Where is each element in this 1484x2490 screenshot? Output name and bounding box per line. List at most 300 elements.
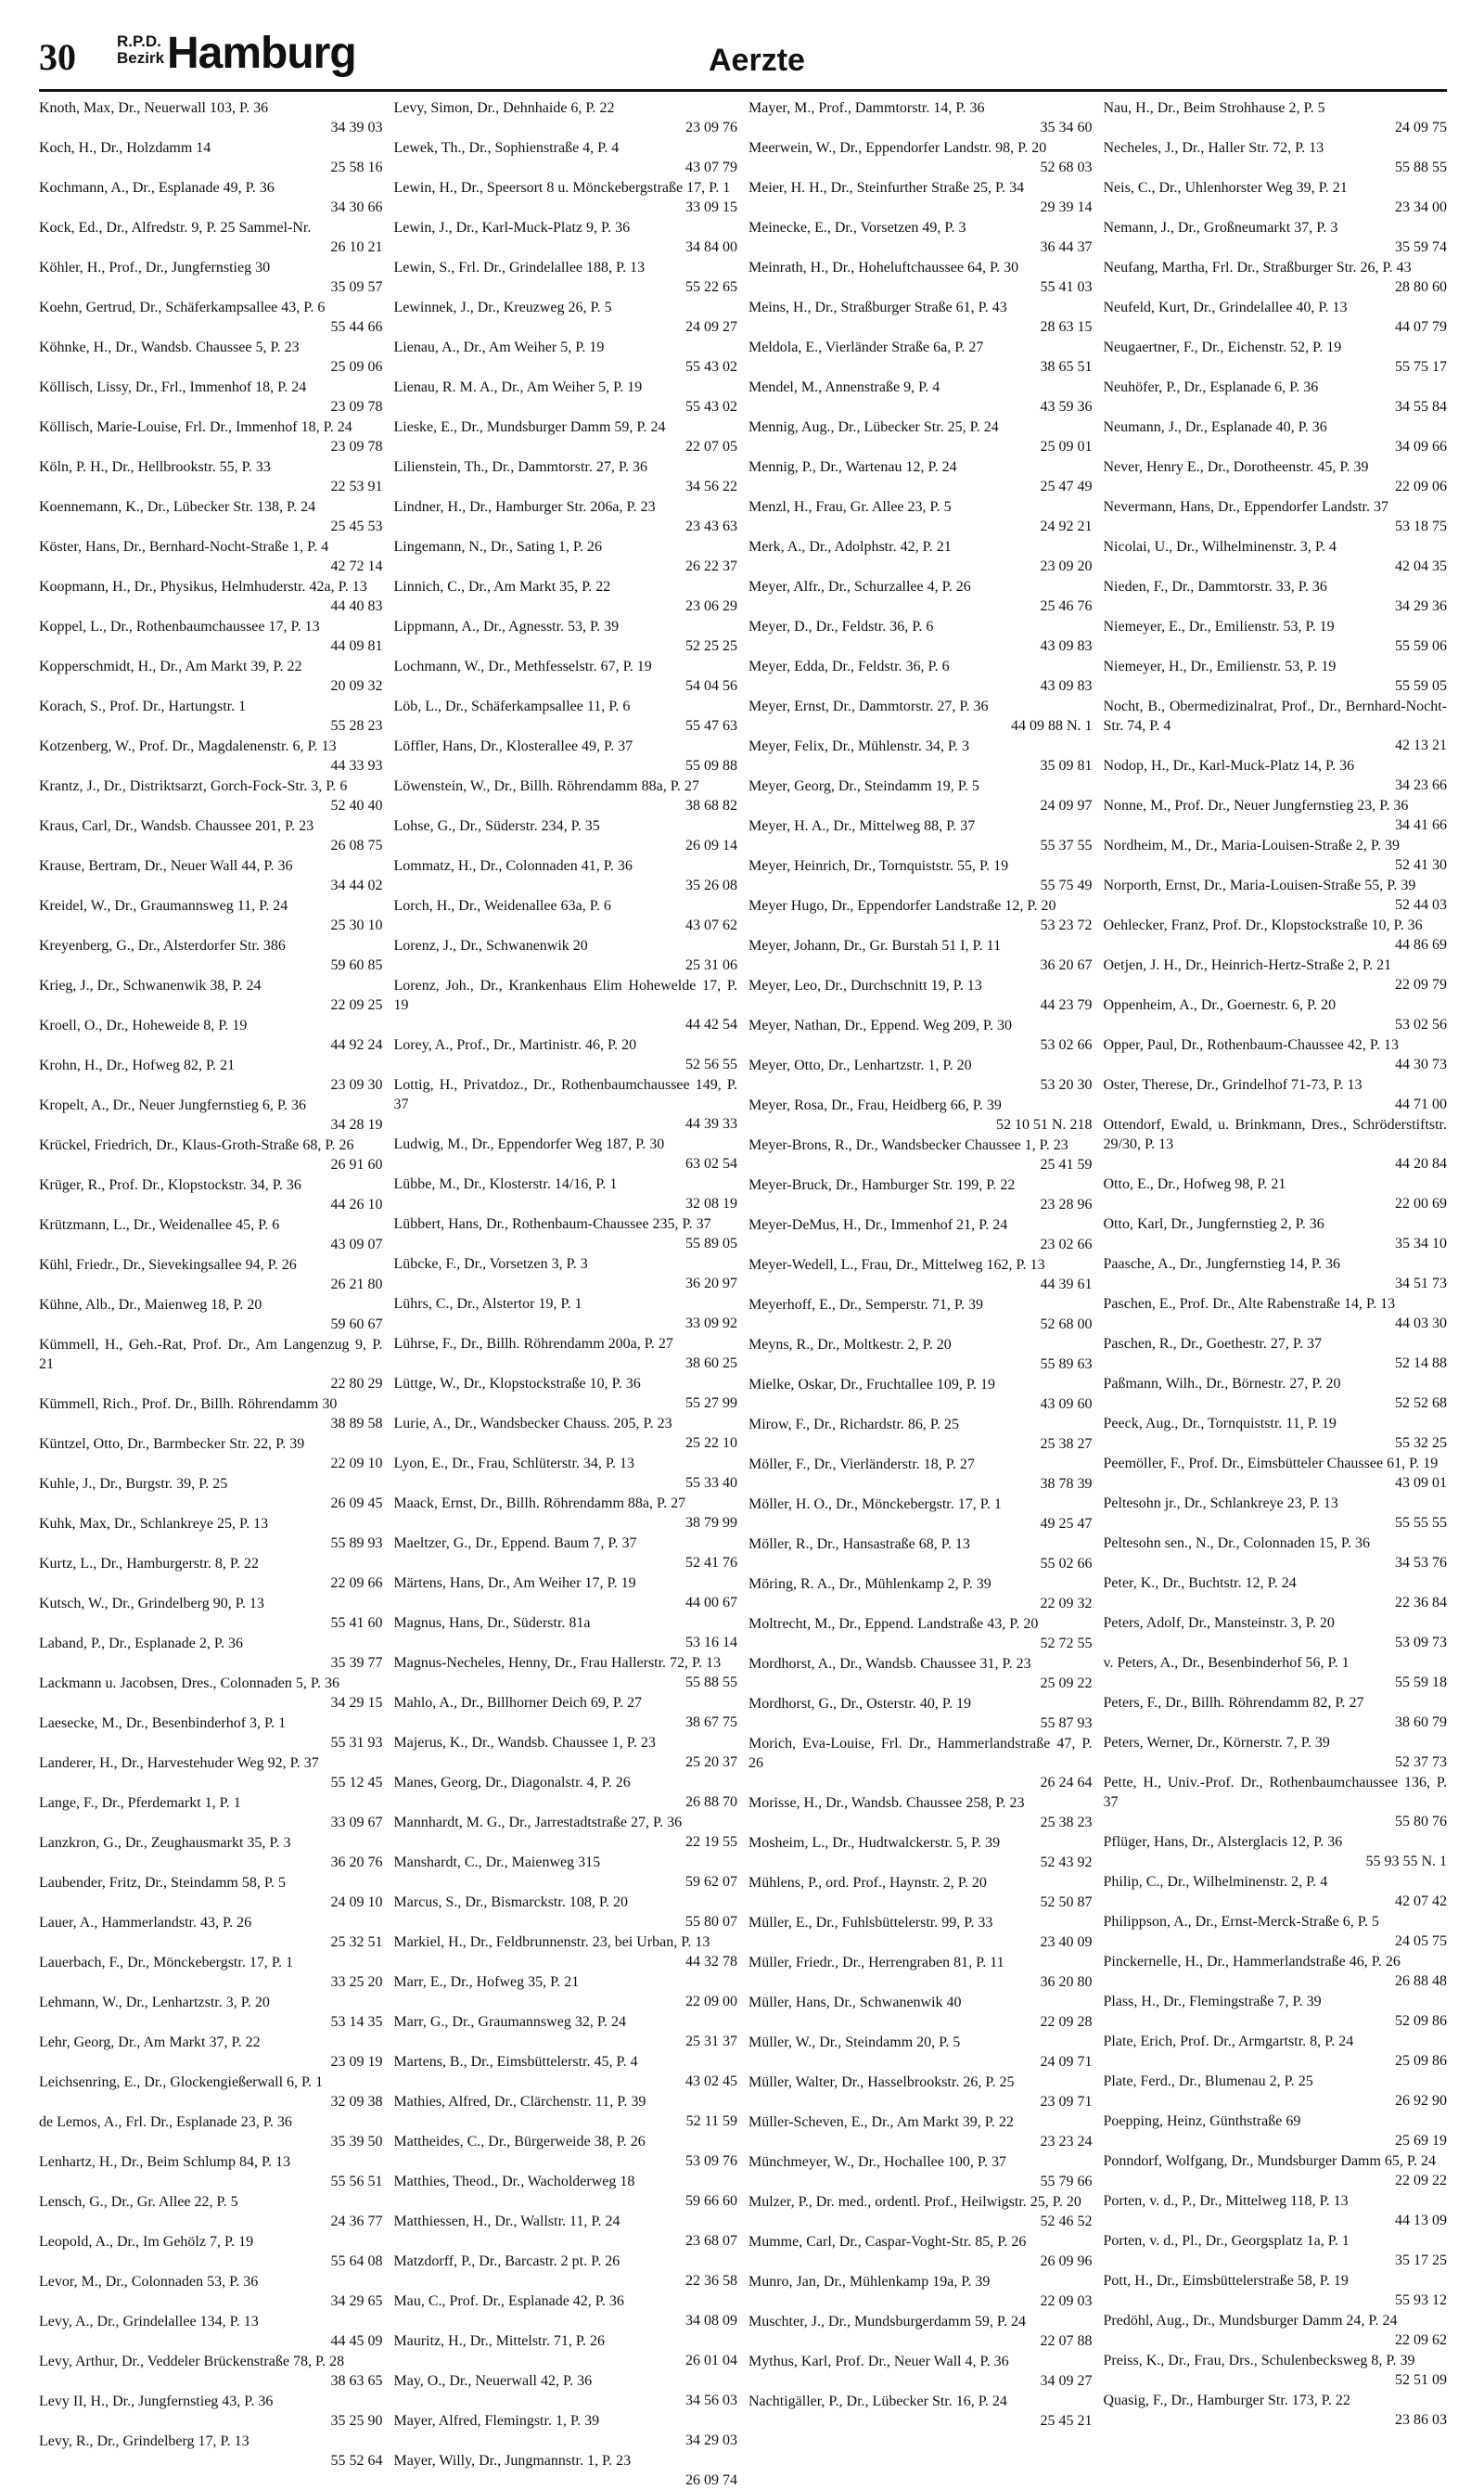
- entry-phone: 43 09 60: [1040, 1396, 1093, 1412]
- directory-entry: [39, 1674, 383, 1713]
- entry-phone: 55 80 76: [1395, 1814, 1447, 1829]
- entry-name-address: Mayer, Willy, Dr., Jungmannstr. 1, P. 23: [393, 2453, 632, 2469]
- entry-name-address: Kümmell, H., Geh.-Rat, Prof. Dr., Am Langenzug 9, P. 21: [39, 1337, 383, 1372]
- entry-name-address: Marcus, S., Dr., Bismarckstr. 108, P. 20: [393, 1894, 628, 1910]
- entry-name-address: Köllisch, Marie-Louise, Frl. Dr., Immenhof 18, P. 24: [39, 419, 352, 435]
- entry-name-address: Lohse, G., Dr., Süderstr. 234, P. 35: [393, 818, 600, 834]
- entry-name-address: Marr, G., Dr., Graumannsweg 32, P. 24: [393, 2014, 626, 2030]
- entry-phone: 59 62 07: [685, 1874, 737, 1890]
- entry-phone: 23 09 30: [330, 1077, 383, 1093]
- directory-entry: [1104, 1294, 1448, 1333]
- directory-entry: [1104, 2191, 1448, 2230]
- directory-entry: [1104, 417, 1448, 456]
- entry-name-address: Lanzkron, G., Dr., Zeughausmarkt 35, P. 3: [39, 1835, 291, 1851]
- entry-phone: 22 09 32: [1040, 1596, 1093, 1611]
- entry-phone: 23 86 03: [1395, 2412, 1447, 2428]
- directory-entry: [394, 2172, 738, 2211]
- directory-entry: [39, 777, 383, 815]
- entry-name-address: Landerer, H., Dr., Harvestehuder Weg 92, P. 37: [39, 1755, 319, 1771]
- entry-name-address: Kochmann, A., Dr., Esplanade 49, P. 36: [39, 180, 275, 196]
- entry-name-address: Morisse, H., Dr., Wandsb. Chaussee 258, P. 23: [748, 1795, 1025, 1811]
- entry-phone: 35 26 08: [685, 878, 737, 893]
- entry-name-address: Porten, v. d., P., Dr., Mittelweg 118, P. 13: [1103, 2193, 1349, 2209]
- entry-name-address: Lewinnek, J., Dr., Kreuzweg 26, P. 5: [393, 300, 612, 315]
- directory-entry: [394, 1613, 738, 1652]
- entry-phone: 34 28 19: [330, 1117, 383, 1133]
- directory-entry: [1104, 457, 1448, 496]
- entry-name-address: Lensch, G., Dr., Gr. Allee 22, P. 5: [39, 2194, 238, 2210]
- directory-entry: [1104, 1414, 1448, 1453]
- entry-phone: 42 72 14: [330, 558, 383, 574]
- directory-entry: [1104, 537, 1448, 576]
- district-prefix: [117, 33, 164, 67]
- entry-phone: 22 07 05: [685, 439, 737, 455]
- directory-entry: [394, 617, 738, 656]
- directory-entry: [39, 2232, 383, 2271]
- entry-name-address: Krause, Bertram, Dr., Neuer Wall 44, P. 36: [39, 858, 293, 874]
- entry-phone: 38 60 25: [685, 1355, 737, 1371]
- directory-entry: [394, 298, 738, 337]
- entry-name-address: Preiss, K., Dr., Frau, Drs., Schulenbecksweg 8, P. 39: [1103, 2353, 1415, 2368]
- directory-entry: [39, 2152, 383, 2191]
- entry-phone: 53 14 35: [330, 2014, 383, 2030]
- directory-entry: [1104, 497, 1448, 536]
- entry-name-address: Meyer, Rosa, Dr., Frau, Heidberg 66, P. 39: [748, 1097, 1002, 1113]
- entry-phone: 34 53 76: [1395, 1555, 1447, 1571]
- entry-phone: 43 07 62: [685, 918, 737, 933]
- entry-name-address: Poepping, Heinz, Günthstraße 69: [1103, 2113, 1301, 2129]
- entry-name-address: Lilienstein, Th., Dr., Dammtorstr. 27, P. 36: [393, 459, 647, 475]
- entry-phone: 22 36 84: [1395, 1595, 1447, 1611]
- entry-phone: 44 32 78: [685, 1954, 737, 1970]
- entry-phone: 25 41 59: [1040, 1157, 1093, 1173]
- entry-phone: 22 09 00: [685, 1994, 737, 2009]
- entry-name-address: Peemöller, F., Prof. Dr., Eimsbütteler Chaussee 61, P. 19: [1103, 1456, 1439, 1471]
- entry-name-address: Peeck, Aug., Dr., Tornquiststr. 11, P. 19: [1103, 1416, 1337, 1431]
- directory-entry: [1104, 617, 1448, 656]
- entry-name-address: Mühlens, P., ord. Prof., Haynstr. 2, P. 20: [748, 1875, 987, 1891]
- entry-phone: 32 08 19: [685, 1196, 737, 1212]
- entry-name-address: Meyer, D., Dr., Feldstr. 36, P. 6: [748, 619, 934, 635]
- entry-name-address: Lauer, A., Hammerlandstr. 43, P. 26: [39, 1915, 252, 1931]
- entry-name-address: Nonne, M., Prof. Dr., Neuer Jungfernstieg 23, P. 36: [1103, 798, 1409, 814]
- entry-phone: 52 72 55: [1040, 1636, 1093, 1651]
- directory-entry: [39, 856, 383, 895]
- entry-name-address: Marr, E., Dr., Hofweg 35, P. 21: [393, 1974, 580, 1990]
- entry-phone: 49 25 47: [1040, 1516, 1093, 1532]
- directory-entry: [748, 2352, 1093, 2391]
- directory-entry: [39, 537, 383, 576]
- entry-name-address: Oppenheim, A., Dr., Goernestr. 6, P. 20: [1103, 997, 1337, 1013]
- directory-entry: [39, 2432, 383, 2471]
- entry-phone: 25 31 06: [685, 957, 737, 973]
- entry-name-address: Mennig, Aug., Dr., Lübecker Str. 25, P. 24: [748, 419, 999, 435]
- directory-entry: [1104, 2391, 1448, 2430]
- directory-entry: [1104, 916, 1448, 955]
- entry-name-address: Krückel, Friedrich, Dr., Klaus-Groth-Straße 68, P. 26: [39, 1137, 354, 1153]
- entry-name-address: Meerwein, W., Dr., Eppendorfer Landstr. 98, P. 20: [748, 140, 1047, 156]
- entry-phone: 25 69 19: [1395, 2133, 1447, 2149]
- entry-name-address: Krieg, J., Dr., Schwanenwik 38, P. 24: [39, 978, 262, 994]
- entry-name-address: Krantz, J., Dr., Distriktsarzt, Gorch-Fock-Str. 3, P. 6: [39, 778, 348, 794]
- entry-phone: 22 09 66: [330, 1575, 383, 1591]
- entry-name-address: Lenhartz, H., Dr., Beim Schlump 84, P. 13: [39, 2154, 291, 2170]
- entry-phone: 43 09 83: [1040, 678, 1093, 694]
- entry-name-address: Lorey, A., Prof., Dr., Martinistr. 46, P. 20: [393, 1037, 637, 1053]
- entry-phone: 35 25 90: [330, 2413, 383, 2429]
- column-2: [393, 98, 738, 2488]
- directory-entry: [39, 1514, 383, 1553]
- entry-name-address: Köster, Hans, Dr., Bernhard-Nocht-Straße 1, P. 4: [39, 539, 329, 555]
- directory-entry: [1104, 1573, 1448, 1612]
- directory-entry: [394, 218, 738, 257]
- directory-entry: [1104, 1494, 1448, 1533]
- directory-entry: [394, 258, 738, 297]
- directory-entry: [394, 896, 738, 935]
- page-number: 30: [39, 36, 76, 78]
- directory-entry: [39, 1434, 383, 1473]
- entry-phone: 53 09 76: [685, 2153, 737, 2169]
- entry-phone: 55 93 12: [1395, 2292, 1447, 2308]
- entry-phone: 59 66 60: [685, 2193, 737, 2209]
- entry-phone: 52 52 68: [1395, 1395, 1447, 1411]
- entry-name-address: May, O., Dr., Neuerwall 42, P. 36: [393, 2373, 593, 2389]
- entry-name-address: Lübbe, M., Dr., Klosterstr. 14/16, P. 1: [393, 1176, 618, 1192]
- entry-name-address: Koopmann, H., Dr., Physikus, Helmhuderstr. 42a, P. 13: [39, 579, 367, 595]
- entry-name-address: Müller, Walter, Dr., Hasselbrookstr. 26, P. 25: [748, 2074, 1015, 2090]
- directory-entry: [39, 2112, 383, 2151]
- entry-name-address: Morich, Eva-Louise, Frl. Dr., Hammerlandstraße 47, P. 26: [748, 1736, 1093, 1771]
- entry-name-address: de Lemos, A., Frl. Dr., Esplanade 23, P. 36: [39, 2114, 292, 2130]
- entry-phone: 55 64 08: [330, 2253, 383, 2269]
- entry-phone: 23 34 00: [1395, 199, 1447, 215]
- entry-phone: 44 03 30: [1395, 1316, 1447, 1331]
- directory-entry: [748, 497, 1093, 536]
- directory-entry: [1104, 2271, 1448, 2310]
- entry-phone: 26 10 21: [330, 239, 383, 255]
- entry-name-address: Löwenstein, W., Dr., Billh. Röhrendamm 88a, P. 27: [393, 778, 699, 794]
- entry-phone: 53 18 75: [1395, 519, 1447, 534]
- listing-columns: [39, 98, 1447, 2488]
- entry-name-address: Löb, L., Dr., Schäferkampsallee 11, P. 6: [393, 699, 631, 714]
- entry-name-address: Meinrath, H., Dr., Hoheluftchaussee 64, P. 30: [748, 260, 1019, 276]
- entry-phone: 38 60 79: [1395, 1714, 1447, 1730]
- entry-name-address: Meyer, Otto, Dr., Lenhartzstr. 1, P. 20: [748, 1058, 972, 1073]
- entry-name-address: Neugaertner, F., Dr., Eichenstr. 52, P. 19: [1103, 340, 1342, 355]
- entry-name-address: Möller, H. O., Dr., Mönckebergstr. 17, P. 1: [748, 1496, 1002, 1512]
- entry-phone: 44 42 54: [685, 1017, 737, 1033]
- entry-phone: 25 09 22: [1040, 1675, 1093, 1691]
- directory-entry: [748, 1734, 1093, 1792]
- entry-name-address: Munro, Jan, Dr., Mühlenkamp 19a, P. 39: [748, 2274, 991, 2290]
- entry-name-address: Nocht, B., Obermedizinalrat, Prof., Dr., Bernhard-Nocht-Str. 74, P. 4: [1103, 699, 1447, 734]
- entry-name-address: Niemeyer, E., Dr., Emilienstr. 53, P. 19: [1103, 619, 1335, 635]
- directory-entry: [39, 1016, 383, 1055]
- entry-phone: 26 88 48: [1395, 1973, 1447, 1989]
- directory-entry: [748, 298, 1093, 337]
- entry-name-address: Magnus-Necheles, Henny, Dr., Frau Hallerstr. 72, P. 13: [393, 1655, 722, 1671]
- directory-entry: [1104, 657, 1448, 696]
- entry-phone: 44 00 67: [685, 1595, 737, 1611]
- directory-entry: [748, 417, 1093, 456]
- directory-entry: [394, 697, 738, 736]
- directory-entry: [394, 657, 738, 696]
- directory-entry: [748, 1495, 1093, 1534]
- entry-name-address: Lippmann, A., Dr., Agnesstr. 53, P. 39: [393, 619, 620, 635]
- entry-name-address: Nordheim, M., Dr., Maria-Louisen-Straße 2, P. 39: [1103, 838, 1401, 854]
- entry-phone: 55 56 51: [330, 2174, 383, 2189]
- entry-name-address: Plate, Erich, Prof. Dr., Armgartstr. 8, P. 24: [1103, 2034, 1354, 2049]
- directory-entry: [394, 1534, 738, 1572]
- directory-entry: [39, 2272, 383, 2311]
- entry-name-address: Meyer, Johann, Dr., Gr. Burstah 51 I, P. 11: [748, 938, 1002, 954]
- directory-entry: [394, 457, 738, 496]
- entry-phone: 25 09 06: [330, 359, 383, 375]
- directory-entry: [1104, 1773, 1448, 1831]
- entry-phone: 55 52 64: [330, 2453, 383, 2469]
- directory-entry: [748, 98, 1093, 137]
- entry-name-address: Menzl, H., Frau, Gr. Allee 23, P. 5: [748, 499, 952, 515]
- entry-name-address: Majerus, K., Dr., Wandsb. Chaussee 1, P. 23: [393, 1735, 656, 1751]
- entry-phone: 42 04 35: [1395, 558, 1447, 574]
- entry-name-address: Lorch, H., Dr., Weidenallee 63a, P. 6: [393, 898, 611, 914]
- directory-entry: [39, 258, 383, 297]
- entry-name-address: Levy, Arthur, Dr., Veddeler Brückenstraße 78, P. 28: [39, 2354, 345, 2369]
- directory-entry: [1104, 2311, 1448, 2350]
- entry-phone: 25 20 37: [685, 1754, 737, 1770]
- entry-name-address: Möller, R., Dr., Hansastraße 68, P. 13: [748, 1536, 970, 1552]
- entry-name-address: Meyer, Edda, Dr., Feldstr. 36, P. 6: [748, 659, 950, 674]
- entry-name-address: Meyer, Alfr., Dr., Schurzallee 4, P. 26: [748, 579, 971, 595]
- directory-entry: [748, 1953, 1093, 1992]
- entry-phone: 55 75 17: [1395, 359, 1447, 375]
- entry-phone: 34 29 65: [330, 2293, 383, 2309]
- directory-entry: [394, 178, 738, 217]
- directory-entry: [748, 1694, 1093, 1733]
- entry-phone: 44 86 69: [1395, 937, 1447, 953]
- entry-phone: 52 50 87: [1040, 1894, 1093, 1910]
- entry-phone: 52 68 03: [1040, 160, 1093, 175]
- entry-phone: 55 31 93: [330, 1735, 383, 1751]
- directory-entry: [394, 737, 738, 776]
- directory-entry: [1104, 1733, 1448, 1772]
- entry-phone: 23 09 19: [330, 2054, 383, 2070]
- entry-name-address: Meyer, Felix, Dr., Mühlenstr. 34, P. 3: [748, 738, 970, 754]
- entry-name-address: Manshardt, C., Dr., Maienweg 315: [393, 1855, 601, 1870]
- entry-phone: 23 23 24: [1040, 2134, 1093, 2150]
- entry-phone: 28 63 15: [1040, 319, 1093, 335]
- directory-entry: [39, 218, 383, 257]
- entry-name-address: Knoth, Max, Dr., Neuerwall 103, P. 36: [39, 100, 269, 116]
- entry-name-address: Leopold, A., Dr., Im Gehölz 7, P. 19: [39, 2234, 254, 2250]
- entry-phone: 34 51 73: [1395, 1276, 1447, 1291]
- directory-entry: [394, 777, 738, 815]
- entry-name-address: Mennig, P., Dr., Wartenau 12, P. 24: [748, 459, 957, 475]
- entry-name-address: Kreidel, W., Dr., Graumannsweg 11, P. 24: [39, 898, 288, 914]
- directory-entry: [394, 537, 738, 576]
- directory-entry: [394, 1035, 738, 1074]
- directory-entry: [394, 816, 738, 855]
- directory-entry: [39, 98, 383, 137]
- directory-entry: [748, 2392, 1093, 2431]
- entry-phone: 55 41 03: [1040, 279, 1093, 295]
- entry-phone: 55 75 49: [1040, 878, 1093, 893]
- entry-phone: 52 56 55: [685, 1057, 737, 1072]
- directory-entry: [1104, 1952, 1448, 1991]
- directory-entry: [748, 1534, 1093, 1573]
- entry-name-address: Philip, C., Dr., Wilhelminenstr. 2, P. 4: [1103, 1874, 1328, 1890]
- entry-phone: 22 36 58: [685, 2273, 737, 2289]
- directory-entry: [748, 617, 1093, 656]
- entry-phone: 44 39 61: [1040, 1277, 1093, 1292]
- directory-entry: [39, 2312, 383, 2351]
- entry-phone: 59 60 67: [330, 1316, 383, 1332]
- directory-entry: [1104, 338, 1448, 377]
- directory-entry: [394, 1214, 738, 1253]
- entry-name-address: Necheles, J., Dr., Haller Str. 72, P. 13: [1103, 140, 1324, 156]
- entry-name-address: Kuhle, J., Dr., Burgstr. 39, P. 25: [39, 1476, 228, 1492]
- entry-phone: 55 88 55: [685, 1675, 737, 1690]
- directory-entry: [1104, 2231, 1448, 2270]
- entry-name-address: Mordhorst, A., Dr., Wandsb. Chaussee 31, P. 23: [748, 1656, 1031, 1672]
- directory-entry: [39, 2073, 383, 2111]
- entry-name-address: Moltrecht, M., Dr., Eppend. Landstraße 43, P. 20: [748, 1616, 1039, 1632]
- directory-entry: [748, 1215, 1093, 1254]
- directory-entry: [1104, 995, 1448, 1034]
- entry-phone: 35 39 50: [330, 2134, 383, 2150]
- entry-name-address: Meyer, Nathan, Dr., Eppend. Weg 209, P. 30: [748, 1018, 1012, 1033]
- entry-phone: 55 09 88: [685, 758, 737, 774]
- directory-entry: [394, 417, 738, 456]
- entry-phone: 55 89 93: [330, 1535, 383, 1551]
- directory-entry: [394, 2252, 738, 2291]
- entry-phone: 53 16 14: [685, 1635, 737, 1650]
- entry-phone: 35 17 25: [1395, 2253, 1447, 2268]
- entry-phone: 44 07 79: [1395, 319, 1447, 335]
- entry-phone: 34 39 03: [330, 120, 383, 135]
- directory-entry: [1104, 1992, 1448, 2031]
- entry-name-address: Peter, K., Dr., Buchtstr. 12, P. 24: [1103, 1575, 1297, 1591]
- directory-entry: [748, 1455, 1093, 1494]
- entry-phone: 23 09 78: [330, 399, 383, 415]
- entry-name-address: Mumme, Carl, Dr., Caspar-Voght-Str. 85, P. 26: [748, 2234, 1027, 2250]
- entry-phone: 26 92 90: [1395, 2093, 1447, 2109]
- entry-name-address: Levy, A., Dr., Grindelallee 134, P. 13: [39, 2314, 259, 2330]
- entry-phone: 23 06 29: [685, 598, 737, 614]
- entry-name-address: Plate, Ferd., Dr., Blumenau 2, P. 25: [1103, 2073, 1313, 2089]
- entry-name-address: Mielke, Oskar, Dr., Fruchtallee 109, P. 19: [748, 1377, 995, 1393]
- entry-name-address: Lübcke, F., Dr., Vorsetzen 3, P. 3: [393, 1256, 588, 1272]
- column-1: [39, 98, 383, 2469]
- directory-entry: [394, 2371, 738, 2410]
- entry-name-address: Muschter, J., Dr., Mundsburgerdamm 59, P. 24: [748, 2314, 1027, 2330]
- prefix-line-2: Bezirk: [117, 49, 165, 67]
- directory-entry: [39, 976, 383, 1015]
- directory-entry: [748, 1335, 1093, 1374]
- entry-phone: 55 59 18: [1395, 1675, 1447, 1690]
- entry-phone: 36 20 80: [1040, 1974, 1093, 1990]
- directory-entry: [748, 1614, 1093, 1653]
- entry-name-address: Müller, Friedr., Dr., Herrengraben 81, P. 11: [748, 1955, 1004, 1970]
- entry-phone: 26 22 37: [685, 558, 737, 574]
- directory-entry: [748, 2112, 1093, 2151]
- entry-name-address: Paschen, R., Dr., Goethestr. 27, P. 37: [1103, 1336, 1323, 1352]
- entry-name-address: Niemeyer, H., Dr., Emilienstr. 53, P. 19: [1103, 659, 1337, 674]
- directory-entry: [748, 2272, 1093, 2311]
- directory-entry: [1104, 577, 1448, 616]
- entry-phone: 22 09 25: [330, 997, 383, 1013]
- directory-entry: [39, 2392, 383, 2431]
- entry-name-address: Kraus, Carl, Dr., Wandsb. Chaussee 201, P. 23: [39, 818, 314, 834]
- entry-name-address: Nieden, F., Dr., Dammtorstr. 33, P. 36: [1103, 579, 1327, 595]
- directory-entry: [39, 1175, 383, 1214]
- entry-name-address: Otto, E., Dr., Hofweg 98, P. 21: [1103, 1176, 1286, 1192]
- entry-name-address: Kühne, Alb., Dr., Maienweg 18, P. 20: [39, 1297, 262, 1313]
- entry-name-address: Magnus, Hans, Dr., Süderstr. 81a: [393, 1615, 591, 1631]
- directory-entry: [394, 1494, 738, 1533]
- directory-entry: [394, 2451, 738, 2490]
- directory-entry: [1104, 1334, 1448, 1373]
- directory-entry: [394, 138, 738, 177]
- entry-name-address: Meyer, Ernst, Dr., Dammtorstr. 27, P. 36: [748, 699, 989, 714]
- entry-name-address: Müller, Hans, Dr., Schwanenwik 40: [748, 1995, 962, 2010]
- directory-entry: [39, 697, 383, 736]
- entry-name-address: Meinecke, E., Dr., Vorsetzen 49, P. 3: [748, 220, 966, 236]
- entry-phone: 24 92 21: [1040, 519, 1093, 534]
- entry-name-address: Neuhöfer, P., Dr., Esplanade 6, P. 36: [1103, 379, 1319, 395]
- entry-name-address: Lührse, F., Dr., Billh. Röhrendamm 200a, P. 27: [393, 1336, 673, 1352]
- entry-phone: 25 09 86: [1395, 2053, 1447, 2069]
- entry-phone: 33 09 15: [685, 199, 737, 215]
- entry-name-address: Peltesohn jr., Dr., Schlankreye 23, P. 13: [1103, 1495, 1338, 1511]
- directory-entry: [39, 816, 383, 855]
- entry-name-address: Paschen, E., Prof. Dr., Alte Rabenstraße 14, P. 13: [1103, 1296, 1396, 1312]
- entry-phone: 55 59 06: [1395, 638, 1447, 654]
- entry-phone: 52 11 59: [685, 2113, 737, 2129]
- entry-phone: 22 09 79: [1395, 977, 1447, 993]
- entry-phone: 35 34 60: [1040, 120, 1093, 135]
- entry-name-address: Ludwig, M., Dr., Eppendorfer Weg 187, P. 30: [393, 1136, 665, 1152]
- entry-phone: 26 01 04: [685, 2353, 737, 2368]
- directory-entry: [1104, 1254, 1448, 1293]
- directory-entry: [394, 1653, 738, 1692]
- entry-phone: 55 89 05: [685, 1236, 737, 1251]
- entry-phone: 24 09 71: [1040, 2054, 1093, 2070]
- directory-entry: [748, 1295, 1093, 1334]
- entry-name-address: Meyerhoff, E., Dr., Semperstr. 71, P. 39: [748, 1297, 984, 1313]
- directory-entry: [394, 1813, 738, 1852]
- directory-entry: [1104, 876, 1448, 915]
- entry-phone: 38 67 75: [685, 1714, 737, 1730]
- entry-phone: 43 07 79: [685, 160, 737, 175]
- entry-name-address: Meyer-Bruck, Dr., Hamburger Str. 199, P. 22: [748, 1177, 1016, 1193]
- entry-phone: 44 33 93: [330, 758, 383, 774]
- directory-entry: [748, 1793, 1093, 1832]
- entry-phone: 59 60 85: [330, 957, 383, 973]
- entry-name-address: Lienau, R. M. A., Dr., Am Weiher 5, P. 19: [393, 379, 643, 395]
- entry-phone: 26 09 14: [685, 838, 737, 854]
- entry-name-address: Kopperschmidt, H., Dr., Am Markt 39, P. 22: [39, 659, 302, 674]
- directory-entry: [39, 617, 383, 656]
- entry-phone: 52 25 25: [685, 638, 737, 654]
- entry-name-address: Lehmann, W., Dr., Lenhartzstr. 3, P. 20: [39, 1995, 270, 2010]
- entry-phone: 34 41 66: [1395, 817, 1447, 833]
- entry-phone: 55 93 55 N. 1: [1365, 1854, 1447, 1869]
- entry-phone: 44 09 81: [330, 638, 383, 654]
- entry-name-address: Löffler, Hans, Dr., Klosterallee 49, P. 37: [393, 738, 633, 754]
- entry-name-address: Leichsenring, E., Dr., Glockengießerwall 6, P. 1: [39, 2074, 324, 2090]
- entry-phone: 22 09 62: [1395, 2332, 1447, 2348]
